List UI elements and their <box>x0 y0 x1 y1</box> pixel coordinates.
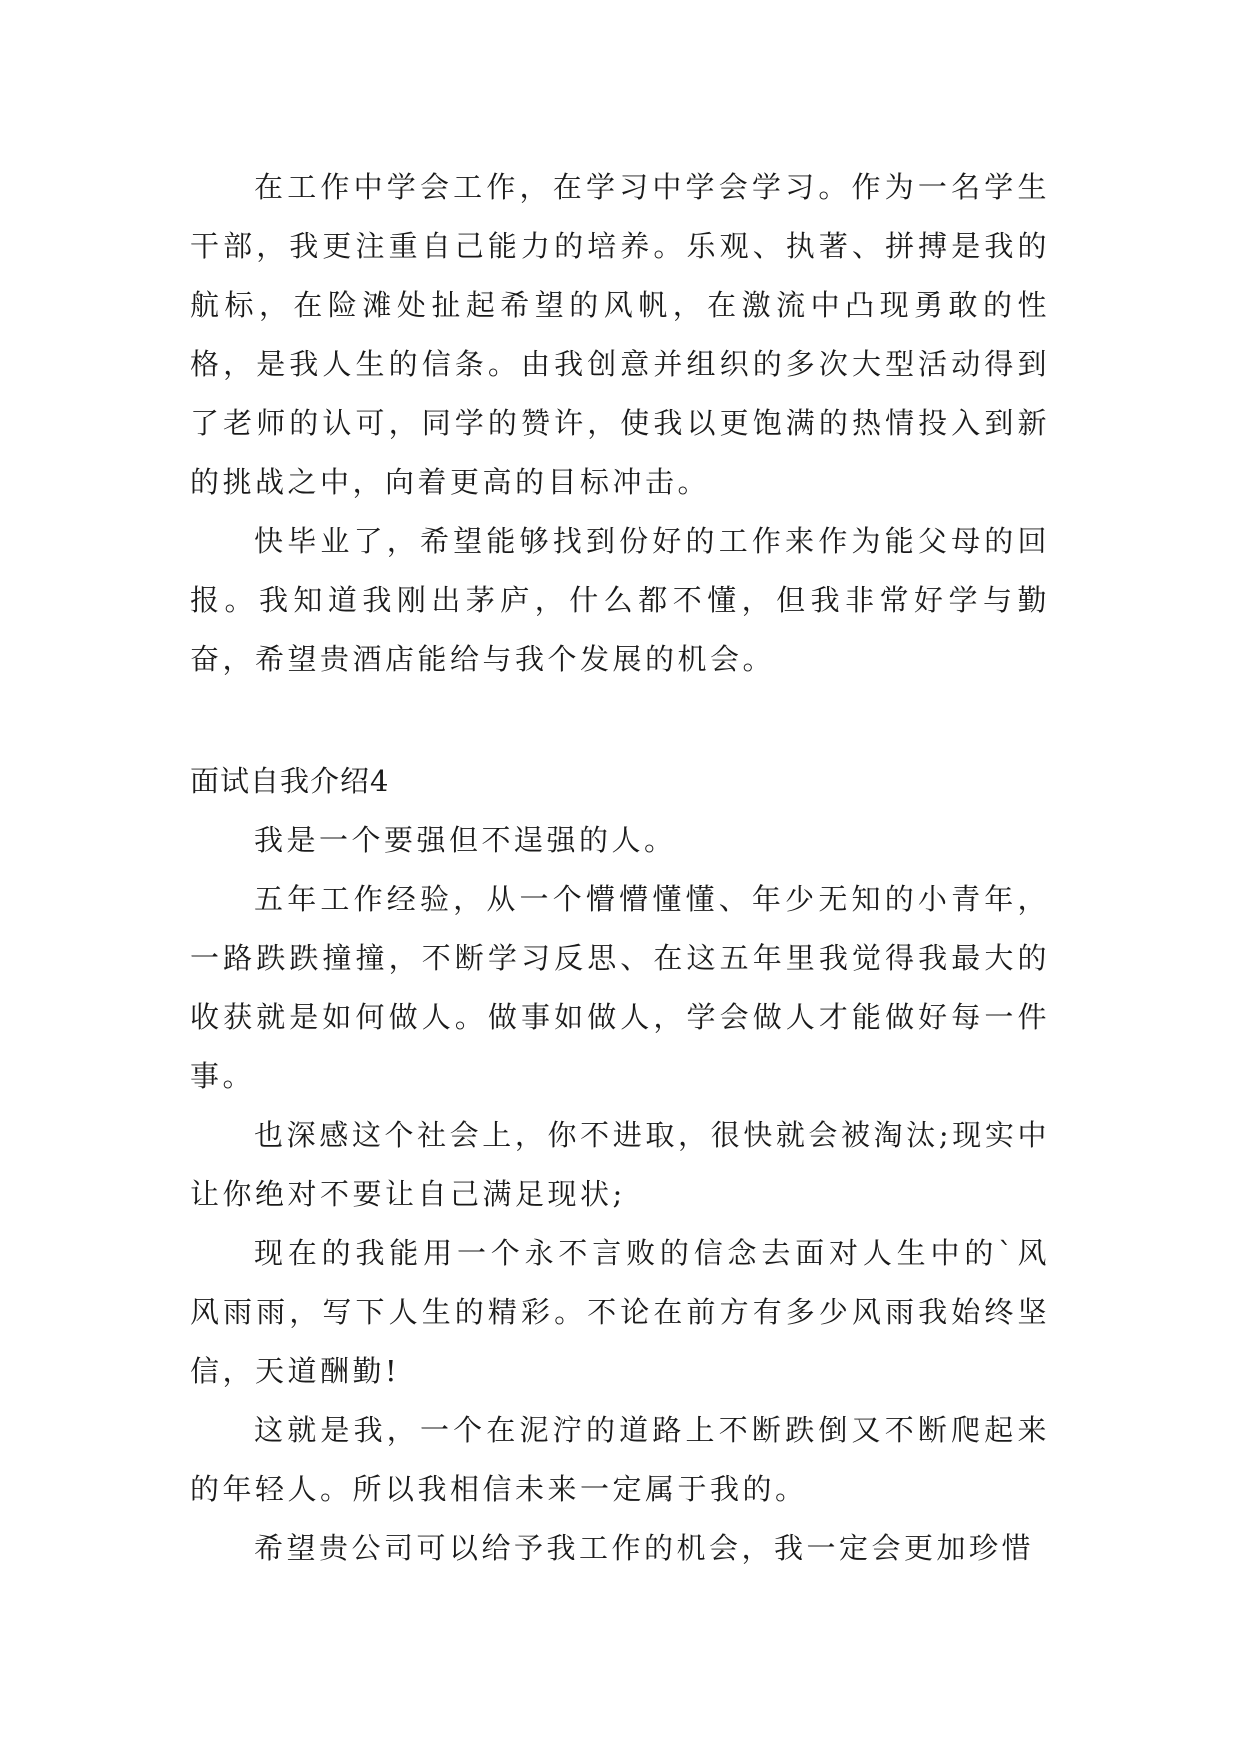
paragraph-graduation: 快毕业了，希望能够找到份好的工作来作为能父母的回报。我知道我刚出茅庐，什么都不懂，但我非常好学与勤奋，希望贵酒店能给与我个发展的机会。 <box>190 524 1050 676</box>
paragraph-self-description: 我是一个要强但不逞强的人。 <box>254 823 677 857</box>
document-body <box>190 158 1050 1578</box>
paragraph-society: 也深感这个社会上，你不进取，很快就会被淘汰;现实中让你绝对不要让自己满足现状; <box>190 1118 1050 1211</box>
paragraph-student-leader: 在工作中学会工作，在学习中学会学习。作为一名学生干部，我更注重自己能力的培养。乐观、执著、拼搏是我的航标，在险滩处扯起希望的风帆，在激流中凸现勇敢的性格，是我人生的信条。由我创意并组织的多次大型活动得到了老师的认可，同学的赞许，使我以更饱满的热情投入到新的挑战之中，向着更高的目标冲击。 <box>190 170 1050 499</box>
paragraph-this-is-me: 这就是我，一个在泥泞的道路上不断跌倒又不断爬起来的年轻人。所以我相信未来一定属于我的。 <box>190 1413 1050 1506</box>
paragraph-work-experience: 五年工作经验，从一个懵懵懂懂、年少无知的小青年，一路跌跌撞撞，不断学习反思、在这五年里我觉得我最大的收获就是如何做人。做事如做人，学会做人才能做好每一件事。 <box>190 882 1050 1093</box>
paragraph-closing: 希望贵公司可以给予我工作的机会，我一定会更加珍惜 <box>254 1531 1035 1565</box>
paragraph-belief: 现在的我能用一个永不言败的信念去面对人生中的`风风雨雨，写下人生的精彩。不论在前方有多少风雨我始终坚信，天道酬勤! <box>190 1236 1050 1388</box>
section-heading: 面试自我介绍4 <box>190 764 390 798</box>
